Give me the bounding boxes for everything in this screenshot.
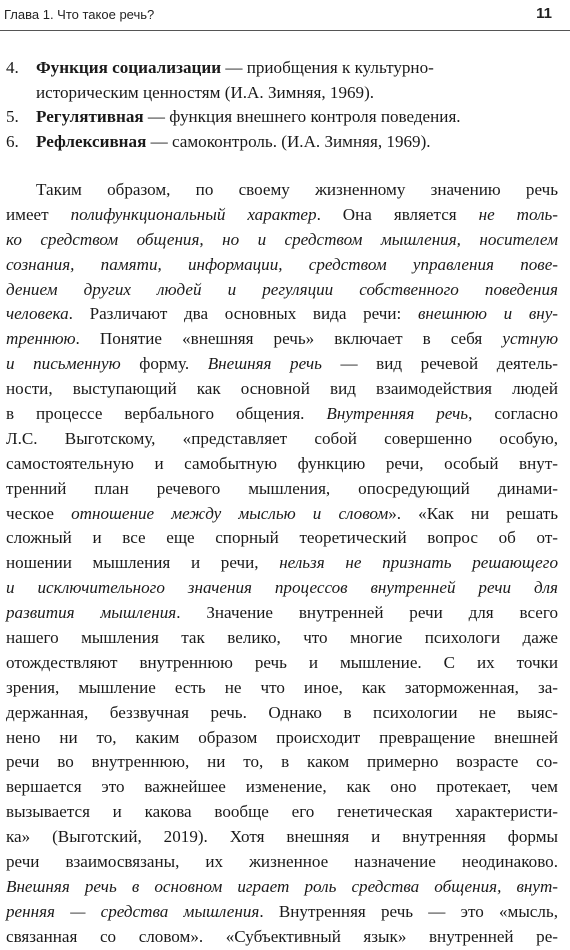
text-line: ческое отношение между мыслью и словом». «Как ни решать [6,503,558,523]
text-line: вызывается и какова вообще его генетическая характеристи- [6,802,558,822]
text-line: связанная со словом». «Субъективный язык» внутренней ре- [6,926,558,946]
function-list [6,56,562,154]
text-line: в процессе вербального общения. Внутренняя речь, согласно [6,404,558,424]
text-line: сложный и все еще спорный теоретический вопрос об от- [6,528,558,548]
text-line: ности, выступающий как основной вид взаимодействия людей [6,379,558,399]
list-item [6,130,562,155]
list-number: 4. [6,58,19,77]
italic-emphasis: и исключительного значения процессов внутренней речи для [6,578,558,598]
text-line: речи во внутреннюю, ни то, в каком примерно возрасте со- [6,752,558,772]
text-line: Л.С. Выготскому, «представляет собой совершенно особую, [6,428,558,448]
italic-emphasis: внешнюю и вну- [417,304,558,324]
text-line: развития мышления. Значение внутренней речи для всего [6,603,558,623]
italic-emphasis: Внешняя речь [207,354,322,374]
list-text: — приобщения к культурно- [221,58,434,77]
italic-emphasis: Внешняя речь в основном играет роль средства общения, внут- [6,876,558,896]
text-line: человека. Различают два основных вида речи: внешнюю и вну- [6,304,558,324]
list-number: 5. [6,107,19,126]
text-line: треннюю. Понятие «внешняя речь» включает в себя устную [6,329,558,349]
italic-emphasis: сознания, памяти, информации, средством управления пове- [6,254,558,274]
italic-emphasis: полифункциональный характер [70,204,317,224]
text-line: и письменную форму. Внешняя речь — вид речевой деятель- [6,354,558,374]
italic-emphasis: Внутренняя речь [326,404,469,424]
text-line: нашего мышления так велико, что многие психологи даже [6,628,558,648]
running-header [0,0,570,31]
list-number: 6. [6,131,19,151]
italic-emphasis: ренняя — средства мышления [6,901,260,921]
list-text: — самоконтроль. (И.А. Зимняя, 1969). [146,131,431,151]
text-line [6,253,558,278]
text-line: самостоятельную и самобытную функцию речи, особый внут- [6,453,558,473]
text-line: держанная, беззвучная речь. Однако в психологии не выяс- [6,702,558,722]
text-line: ренняя — средства мышления. Внутренняя речь — это «мысль, [6,901,558,921]
text-line: Таким образом, по своему жизненному значению речь [36,180,558,199]
italic-emphasis: развития мышления [6,603,177,623]
text-line [6,875,558,900]
text-line: зрения, мышление есть не что иное, как заторможенная, за- [6,677,558,697]
list-term: Функция социализации [36,58,222,77]
text-line [6,576,558,601]
italic-emphasis: дением других людей и регуляции собственного поведения [6,279,558,299]
text-line: тренний план речевого мышления, опосредующий динами- [6,478,558,498]
italic-emphasis: и письменную [6,354,121,374]
list-term: Рефлексивная [36,131,147,151]
text-line: речи взаимосвязаны, их жизненное назначение неодинаково. [6,852,558,872]
text-line: ношении мышления и речи, нельзя не признать решающего [6,553,558,573]
italic-emphasis: отношение между мыслью и словом [71,503,389,523]
list-text: историческим ценностям (И.А. Зимняя, 1969). [36,82,375,102]
list-item [6,56,562,105]
italic-emphasis: не толь- [478,204,558,224]
list-text: — функция внешнего контроля поведения. [143,107,461,126]
italic-emphasis: человека [6,304,69,324]
list-term: Регулятивная [36,107,144,126]
list-item [6,105,562,130]
italic-emphasis: устную [502,329,558,349]
text-line [6,278,558,303]
italic-emphasis: треннюю [6,329,76,349]
page-number: 11 [536,5,552,22]
italic-emphasis: нельзя не признать решающего [279,553,558,573]
text-line: ка» (Выготский, 2019). Хотя внешняя и внутренняя формы [6,827,558,847]
text-line: нено ни то, каким образом происходит превращение внешней [6,727,558,747]
main-paragraph [6,178,558,950]
text-line: отождествляют внутреннюю речь и мышление. С их точки [6,652,558,672]
text-line: имеет полифункциональный характер. Она является не толь- [6,204,558,224]
chapter-title: Глава 1. Что такое речь? [4,7,155,22]
text-line [6,228,558,253]
italic-emphasis: ко средством общения, но и средством мышления, носителем [6,229,558,249]
text-line: вершается это важнейшее изменение, как оно протекает, чем [6,777,558,797]
